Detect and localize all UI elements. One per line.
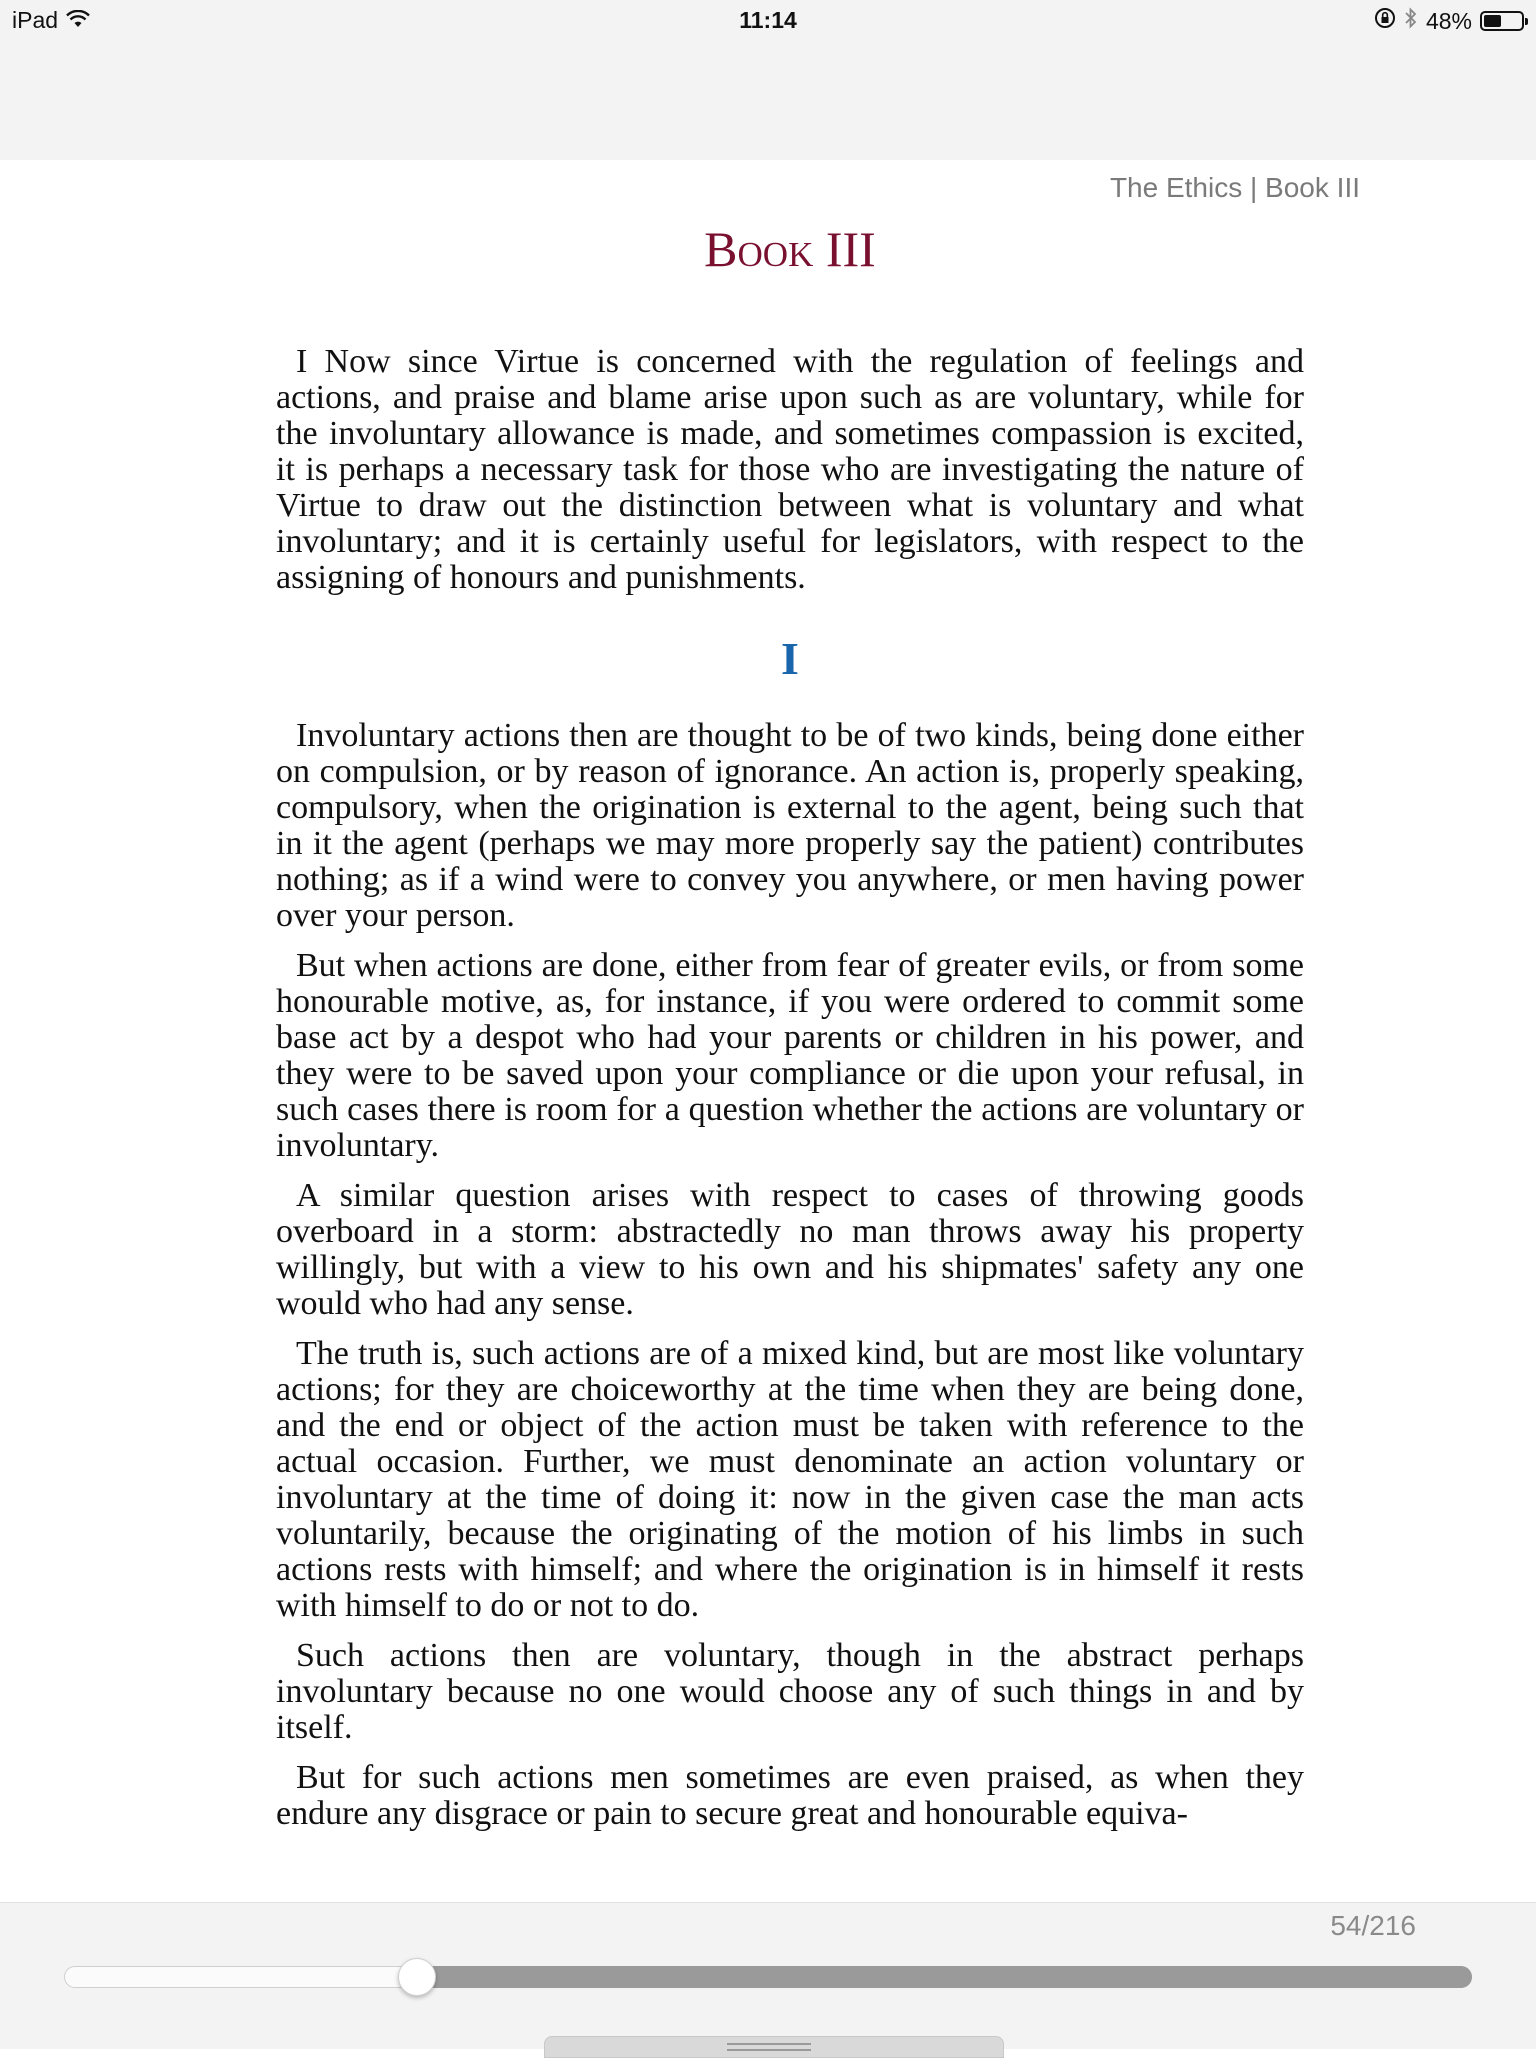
status-bar [0,0,1536,42]
status-bar-right [1374,7,1524,35]
intro-text [276,344,1304,610]
chapter-body [276,718,1304,1836]
body-paragraph: But when actions are done, either from fear of greater evils, or from some honourable motive, as, for instance, if you were ordered to commit some base act by a despot who had your parents or children in his power, and they were to be saved upon your compliance or die upon your refusal, in such cases there is room for a question whether the actions are voluntary or involuntary. [276,947,1304,1164]
intro-paragraph: I Now since Virtue is concerned with the regulation of feelings and actions, and praise and blame arise upon such as are voluntary, while for the involuntary allowance is made, and sometimes compassion is excited, it is perhaps a necessary task for those who are investigating the nature of Virtue to draw out the distinction between what is voluntary and what involuntary; and it is certainly useful for legislators, with respect to the assigning of honours and punishments. [276,343,1304,596]
page-scrubber-thumb[interactable] [398,1958,436,1996]
body-paragraph: But for such actions men sometimes are even praised, as when they endure any disgrace or pain to secure great and honourable equiva- [276,1759,1304,1832]
running-head: The Ethics | Book III [1109,172,1360,203]
body-paragraph: A similar question arises with respect to cases of throwing goods overboard in a storm: abstractedly no man throws away his property willingly, but with a view to his own and his shipmates' safety any one would who had any sense. [276,1177,1304,1322]
status-time: 11:14 [739,7,797,33]
device-name: iPad [12,7,59,33]
page-indicator: 54/216 [1330,1910,1416,1941]
page-scrubber-remaining [417,1966,1473,1988]
body-paragraph: The truth is, such actions are of a mixed kind, but are most like voluntary actions; for they are choiceworthy at the time when they are being done, and the end or object of the action must be taken with reference to the actual occasion. Further, we must denominate an action voluntary or involuntary at the time of doing it: now in the given case the man acts voluntarily, because the originating of the motion of his limbs in such actions rests with himself; and where the origination is in himself it rests with himself to do or not to do. [276,1335,1304,1624]
chapter-numeral: I [781,633,799,684]
grabber-icon [727,2043,811,2051]
orientation-lock-icon [1374,7,1396,35]
book-title: Book III [704,221,876,277]
battery-level-fill [1484,15,1501,27]
body-paragraph: Such actions then are voluntary, though in the abstract perhaps involuntary because no one would choose any of such things in and by itself. [276,1637,1304,1746]
bluetooth-icon [1404,7,1418,35]
battery-icon [1480,11,1524,31]
body-paragraph: Involuntary actions then are thought to be of two kinds, being done either on compulsion, or by reason of ignorance. An action is, properly speaking, compulsory, when the origination is external to the agent, being such that in it the agent (perhaps we may more properly say the patient) contributes nothing; as if a wind were to convey you anywhere, or men having power over your person. [276,718,1304,934]
page-scrubber-slider[interactable] [64,1966,1472,1988]
battery-percentage: 48% [1425,7,1472,34]
drawer-drag-handle[interactable] [544,2036,1004,2058]
